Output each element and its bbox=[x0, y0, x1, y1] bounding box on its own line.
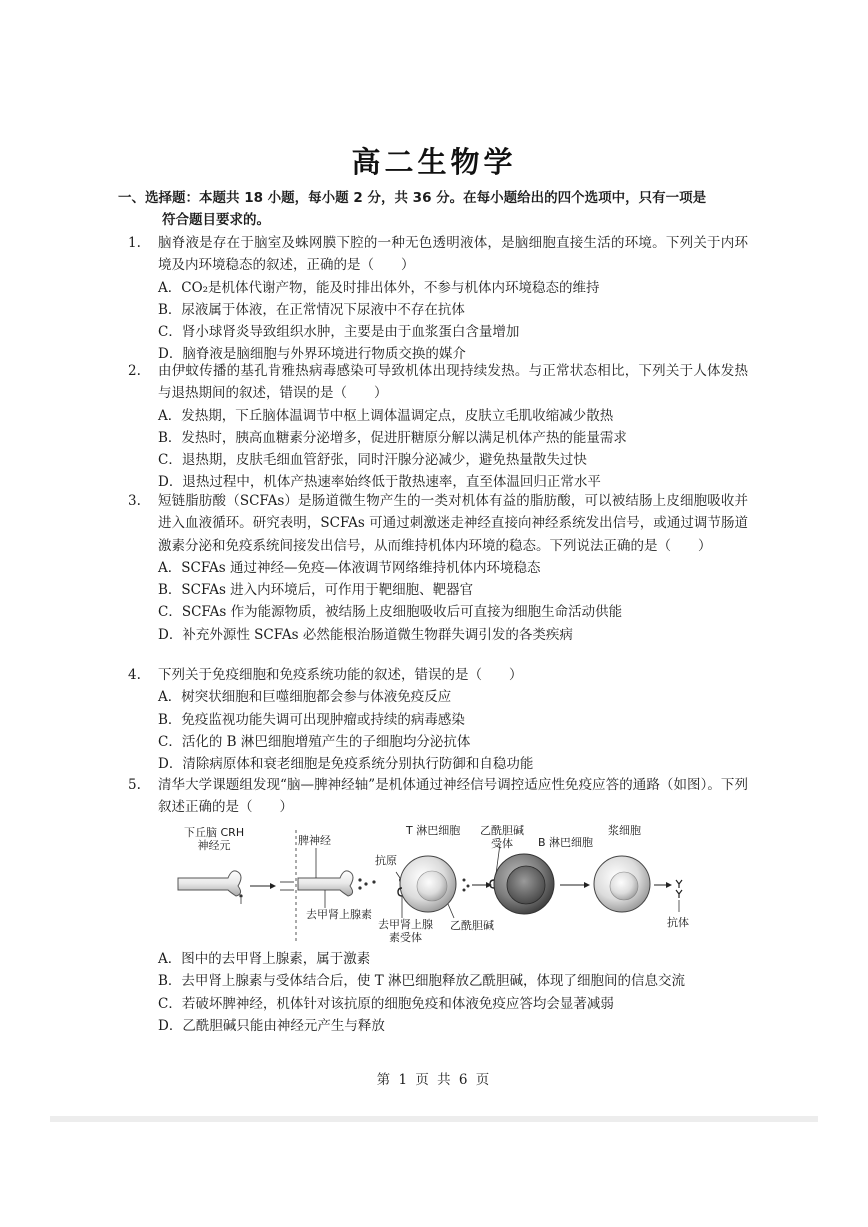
arrow-2 bbox=[472, 882, 492, 888]
question-stem: 短链脂肪酸（SCFAs）是肠道微生物产生的一类对机体有益的脂肪酸，可以被结肠上皮细胞吸收并进入血液循环。研究表明，SCFAs 可通过刺激迷走神经直接向神经系统发出信号，或通过调节肠道激素分泌和免疫系统间接发出信号，从而维持机体内环境的稳态。下列说法正确的是（ ） bbox=[158, 493, 748, 554]
question-number: 4. bbox=[128, 667, 141, 683]
label-antibody: 抗体 bbox=[667, 916, 689, 929]
antibody-molecules bbox=[676, 880, 682, 912]
question-stem: 由伊蚊传播的基孔肯雅热病毒感染可导致机体出现持续发热。与正常状态相比，下列关于人体发热与退热期间的叙述，错误的是（ ） bbox=[158, 363, 748, 402]
label-plasma-cell: 浆细胞 bbox=[608, 824, 641, 837]
option-c: C．退热期，皮肤毛细血管舒张，同时汗腺分泌减少，避免热量散失过快 bbox=[158, 452, 587, 469]
brain-spleen-axis-figure bbox=[170, 822, 710, 944]
option-d: D．补充外源性 SCFAs 必然能根治肠道微生物群失调引发的各类疾病 bbox=[158, 626, 573, 643]
label-crh-neuron: 下丘脑 CRH 神经元 bbox=[184, 826, 245, 852]
option-a: A．树突状细胞和巨噬细胞都会参与体液免疫反应 bbox=[158, 689, 452, 706]
option-b: B．SCFAs 进入内环境后，可作用于靶细胞、靶器官 bbox=[158, 582, 474, 599]
option-c: C．肾小球肾炎导致组织水肿，主要是由于血浆蛋白含量增加 bbox=[158, 324, 520, 341]
t-cell bbox=[398, 856, 456, 918]
arrow-1 bbox=[250, 883, 276, 889]
question-number: 5. bbox=[128, 777, 141, 793]
question-number: 1. bbox=[128, 235, 141, 251]
label-spleen-nerve: 脾神经 bbox=[298, 834, 331, 847]
crh-neuron-axon bbox=[178, 871, 243, 904]
question-4 bbox=[128, 664, 748, 775]
figure-drawing bbox=[170, 822, 710, 944]
option-b: B．发热时，胰高血糖素分泌增多，促进肝糖原分解以满足机体产热的能量需求 bbox=[158, 429, 627, 446]
question-number: 3. bbox=[128, 493, 141, 509]
option-b: B．尿液属于体液，在正常情况下尿液中不存在抗体 bbox=[158, 301, 465, 318]
label-antigen: 抗原 bbox=[375, 854, 397, 867]
label-t-cell: T 淋巴细胞 bbox=[406, 824, 461, 837]
question-stem: 清华大学课题组发现“脑—脾神经轴”是机体通过神经信号调控适应性免疫应答的通路（如图）。下列叙述正确的是（ ） bbox=[158, 777, 748, 816]
section-heading-line1: 一、选择题：本题共 18 小题，每小题 2 分，共 36 分。在每小题给出的四个选项中，只有一项是 bbox=[118, 190, 707, 206]
question-1 bbox=[128, 232, 748, 366]
option-d: D．退热过程中，机体产热速率始终低于散热速率，直至体温回归正常水平 bbox=[158, 474, 601, 491]
page-title: 高二生物学 bbox=[351, 145, 517, 179]
label-acetylcholine: 乙酰胆碱 bbox=[450, 919, 494, 932]
question-5 bbox=[128, 774, 748, 819]
option-c: C．若破坏脾神经，机体针对该抗原的细胞免疫和体液免疫应答均会显著减弱 bbox=[158, 995, 614, 1012]
option-b: B．去甲肾上腺素与受体结合后，使 T 淋巴细胞释放乙酰胆碱，体现了细胞间的信息交流 bbox=[158, 973, 686, 990]
label-b-cell: B 淋巴细胞 bbox=[538, 836, 594, 849]
option-d: D．清除病原体和衰老细胞是免疫系统分别执行防御和自稳功能 bbox=[158, 756, 534, 773]
arrow-3 bbox=[560, 882, 590, 888]
option-d: D．乙酰胆碱只能由神经元产生与释放 bbox=[158, 1017, 385, 1034]
option-a: A．图中的去甲肾上腺素，属于激素 bbox=[158, 951, 371, 967]
page-footer: 第 1 页 共 6 页 bbox=[376, 1072, 492, 1088]
plasma-cell bbox=[594, 856, 650, 912]
option-c: C．活化的 B 淋巴细胞增殖产生的子细胞均分泌抗体 bbox=[158, 733, 471, 750]
section-heading bbox=[118, 187, 758, 231]
page-bottom-band bbox=[50, 1116, 818, 1122]
section-heading-line2: 符合题目要求的。 bbox=[162, 212, 270, 228]
question-3 bbox=[128, 490, 748, 646]
question-5-options bbox=[128, 948, 748, 1037]
option-a: A．SCFAs 通过神经—免疫—体液调节网络维持机体内环境稳态 bbox=[158, 559, 541, 576]
spleen-nerve-axon bbox=[298, 848, 353, 908]
question-stem: 脑脊液是存在于脑室及蛛网膜下腔的一种无色透明液体，是脑细胞直接生活的环境。下列关于内环境及内环境稳态的叙述，正确的是（ ） bbox=[158, 235, 748, 274]
option-d: D．脑脊液是脑细胞与外界环境进行物质交换的媒介 bbox=[158, 346, 466, 363]
question-stem: 下列关于免疫细胞和免疫系统功能的叙述，错误的是（ ） bbox=[158, 667, 523, 683]
norepinephrine-molecules bbox=[358, 878, 375, 889]
option-a: A．发热期，下丘脑体温调节中枢上调体温调定点，皮肤立毛肌收缩减少散热 bbox=[158, 407, 614, 424]
question-2 bbox=[128, 360, 748, 494]
option-c: C．SCFAs 作为能源物质，被结肠上皮细胞吸收后可直接为细胞生命活动供能 bbox=[158, 604, 623, 621]
label-norepinephrine: 去甲肾上腺素 bbox=[306, 908, 372, 921]
b-cell bbox=[490, 844, 554, 914]
arrow-4 bbox=[654, 882, 672, 888]
option-a: A．CO₂是机体代谢产物，能及时排出体外，不参与机体内环境稳态的维持 bbox=[158, 279, 600, 296]
label-ach-receptor: 乙酰胆碱 受体 bbox=[480, 824, 524, 850]
question-number: 2. bbox=[128, 363, 141, 379]
acetylcholine-molecules bbox=[463, 879, 470, 892]
label-ne-receptor: 去甲肾上腺 素受体 bbox=[378, 918, 433, 944]
option-b: B．免疫监视功能失调可出现肿瘤或持续的病毒感染 bbox=[158, 711, 465, 728]
